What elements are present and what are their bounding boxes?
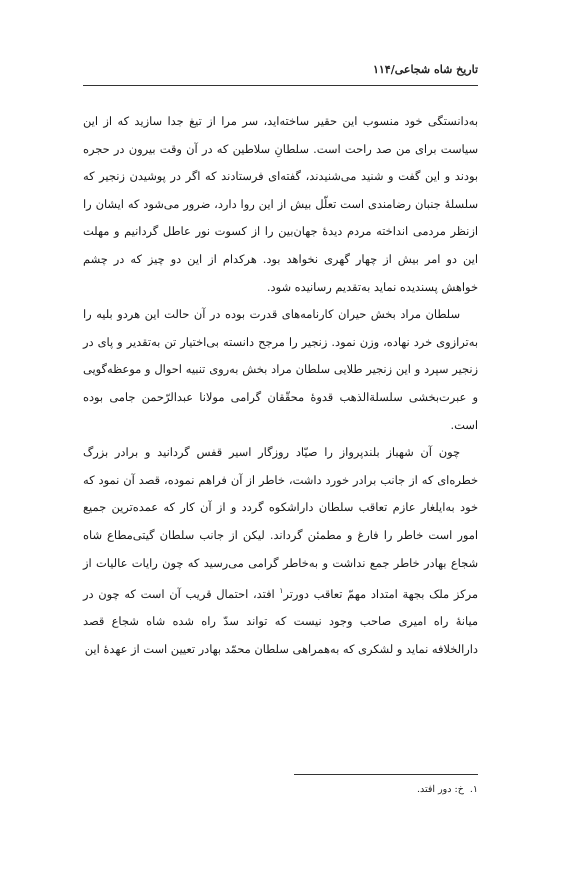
paragraph-3 (83, 439, 478, 664)
paragraph-1: به‌دانستگی خود منسوب این حقیر ساخته‌اید، سر مرا از تیغ جدا سازید که از این سیاست برای من صد راحت است. سلطانِ سلاطین که در آن وقت بیرون در حجره بودند و این گفت و شنید می‌شنیدند، گفته‌ای فرستادند که اگر در پوشیدن زنجیر که سلسلهٔ جنبان رضامندی است تعلّل بیش از این روا دارد، ضرور می‌شود که ایشان را ازنظر مردمی انداخته مردم دیدهٔ جهان‌بین را از کسوت نور عاطل گردانیم و مهلت این دو امر بیش از چهار گهری نخواهد بود. هرکدام از این دو چیز که در چشم خواهش پسندیده نماید به‌تقدیم رسانیده شود. (83, 114, 478, 294)
footnote-reference-mark: ۱ (279, 586, 284, 596)
paragraph-2: سلطان مراد بخش حیران کارنامه‌های قدرت بوده در آن حالت این هردو بلیه را به‌ترازوی خرد نهاده، وزن نمود. زنجیر را مرجح دانسته بی‌اختیار تن به‌تقدیر و پای در زنجیر سپرد و این زنجیر طلایی سلطان مراد بخش به‌روی تنبیه احوال و موعظه‌گویی و عبرت‌بخشی سلسلة‌الذهب قدوهٔ محقّقان گرامی مولانا عبدالرّحمن جامی بوده است. (83, 307, 478, 432)
footnote-divider (294, 774, 478, 775)
main-text (83, 108, 478, 664)
header-divider (83, 85, 478, 86)
paragraph-3-tail-a: تعاقب دورتر (283, 586, 343, 601)
footnote-text: خ: دور افتد. (417, 784, 464, 795)
paragraph-3-tail-b: افتد، احتمال قریب آن است که چون در میانهٔ راه امیری صاحب وجود نیست که تواند سدّ راه شده شاه شجاع قصد دارالخلافه نماید و لشکری که به‌همراهی سلطان محمّد بهادر تعیین است از عهدهٔ این (83, 586, 478, 657)
running-header: تاریخ شاه شجاعی/۱۱۴ (372, 63, 478, 76)
footnote (83, 782, 478, 798)
paragraph-3-text: چون آن شهباز بلندپرواز را صیّاد روزگار اسیر قفس گردانید و برادر بزرگ خطره‌ای که از جانب برادر خورد داشت، خاطر از آن فراهم نموده، قصد آن نمود که خود به‌ایلغار عازم تعاقب سلطان داراشکوه گردد و از آن کار که عمده‌ترین جمیع امور است خاطر را فارغ و مطمئن گرداند. لیکن از جانب سلطان گیتی‌مطاع شاه شجاع بهادر خاطر جمع نداشت و به‌خاطر گرامی می‌رسید که چون رایات عالیات از مرکز ملک بجهة امتداد مهمّ (83, 445, 478, 601)
footnote-number: ۱. (469, 784, 478, 795)
